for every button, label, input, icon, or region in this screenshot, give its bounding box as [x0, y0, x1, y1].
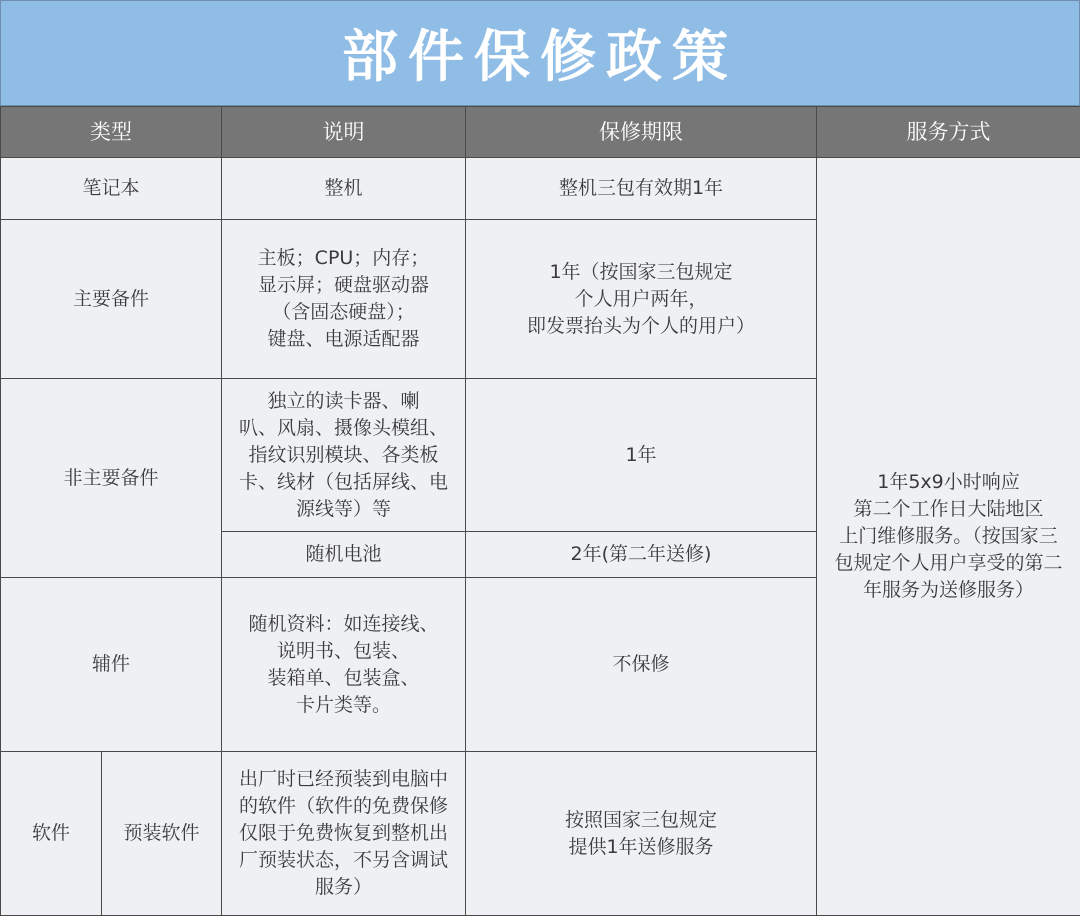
row-main-parts-period: 1年（按国家三包规定 个人用户两年， 即发票抬头为个人的用户）: [466, 220, 817, 379]
row-software-type: 软件: [1, 752, 102, 916]
row-software-subtype: 预装软件: [102, 752, 222, 916]
row-accessories-period: 不保修: [466, 578, 817, 752]
row-accessories-type: 辅件: [1, 578, 222, 752]
row-main-parts-desc: 主板；CPU；内存； 显示屏；硬盘驱动器 （含固态硬盘）； 键盘、电源适配器: [222, 220, 466, 379]
row-notebook-type: 笔记本: [1, 158, 222, 220]
header-period: 保修期限: [466, 107, 817, 158]
table-header-row: [1, 107, 1080, 158]
row-software-desc: 出厂时已经预装到电脑中 的软件（软件的免费保修 仅限于免费恢复到整机出 厂预装状态，不另含调试 服务）: [222, 752, 466, 916]
row-notebook-period: 整机三包有效期1年: [466, 158, 817, 220]
row-non-main-parts-type: 非主要备件: [1, 379, 222, 578]
row-main-parts-type: 主要备件: [1, 220, 222, 379]
header-service: 服务方式: [817, 107, 1080, 158]
table-row: [1, 158, 1080, 220]
service-method: 1年5x9小时响应 第二个工作日大陆地区 上门维修服务。（按国家三 包规定个人用户享受的第二 年服务为送修服务）: [817, 158, 1080, 916]
header-desc: 说明: [222, 107, 466, 158]
row-battery-period: 2年(第二年送修): [466, 532, 817, 578]
row-notebook-desc: 整机: [222, 158, 466, 220]
row-non-main-parts-desc: 独立的读卡器、喇 叭、风扇、摄像头模组、 指纹识别模块、各类板 卡、线材（包括屏线、电 源线等）等: [222, 379, 466, 532]
row-accessories-desc: 随机资料：如连接线、 说明书、包装、 装箱单、包装盒、 卡片类等。: [222, 578, 466, 752]
warranty-table: [0, 106, 1080, 916]
row-battery-desc: 随机电池: [222, 532, 466, 578]
row-non-main-parts-period: 1年: [466, 379, 817, 532]
page-title: 部件保修政策: [342, 25, 738, 90]
header-type: 类型: [1, 107, 222, 158]
title-banner: [0, 0, 1080, 106]
row-software-period: 按照国家三包规定 提供1年送修服务: [466, 752, 817, 916]
